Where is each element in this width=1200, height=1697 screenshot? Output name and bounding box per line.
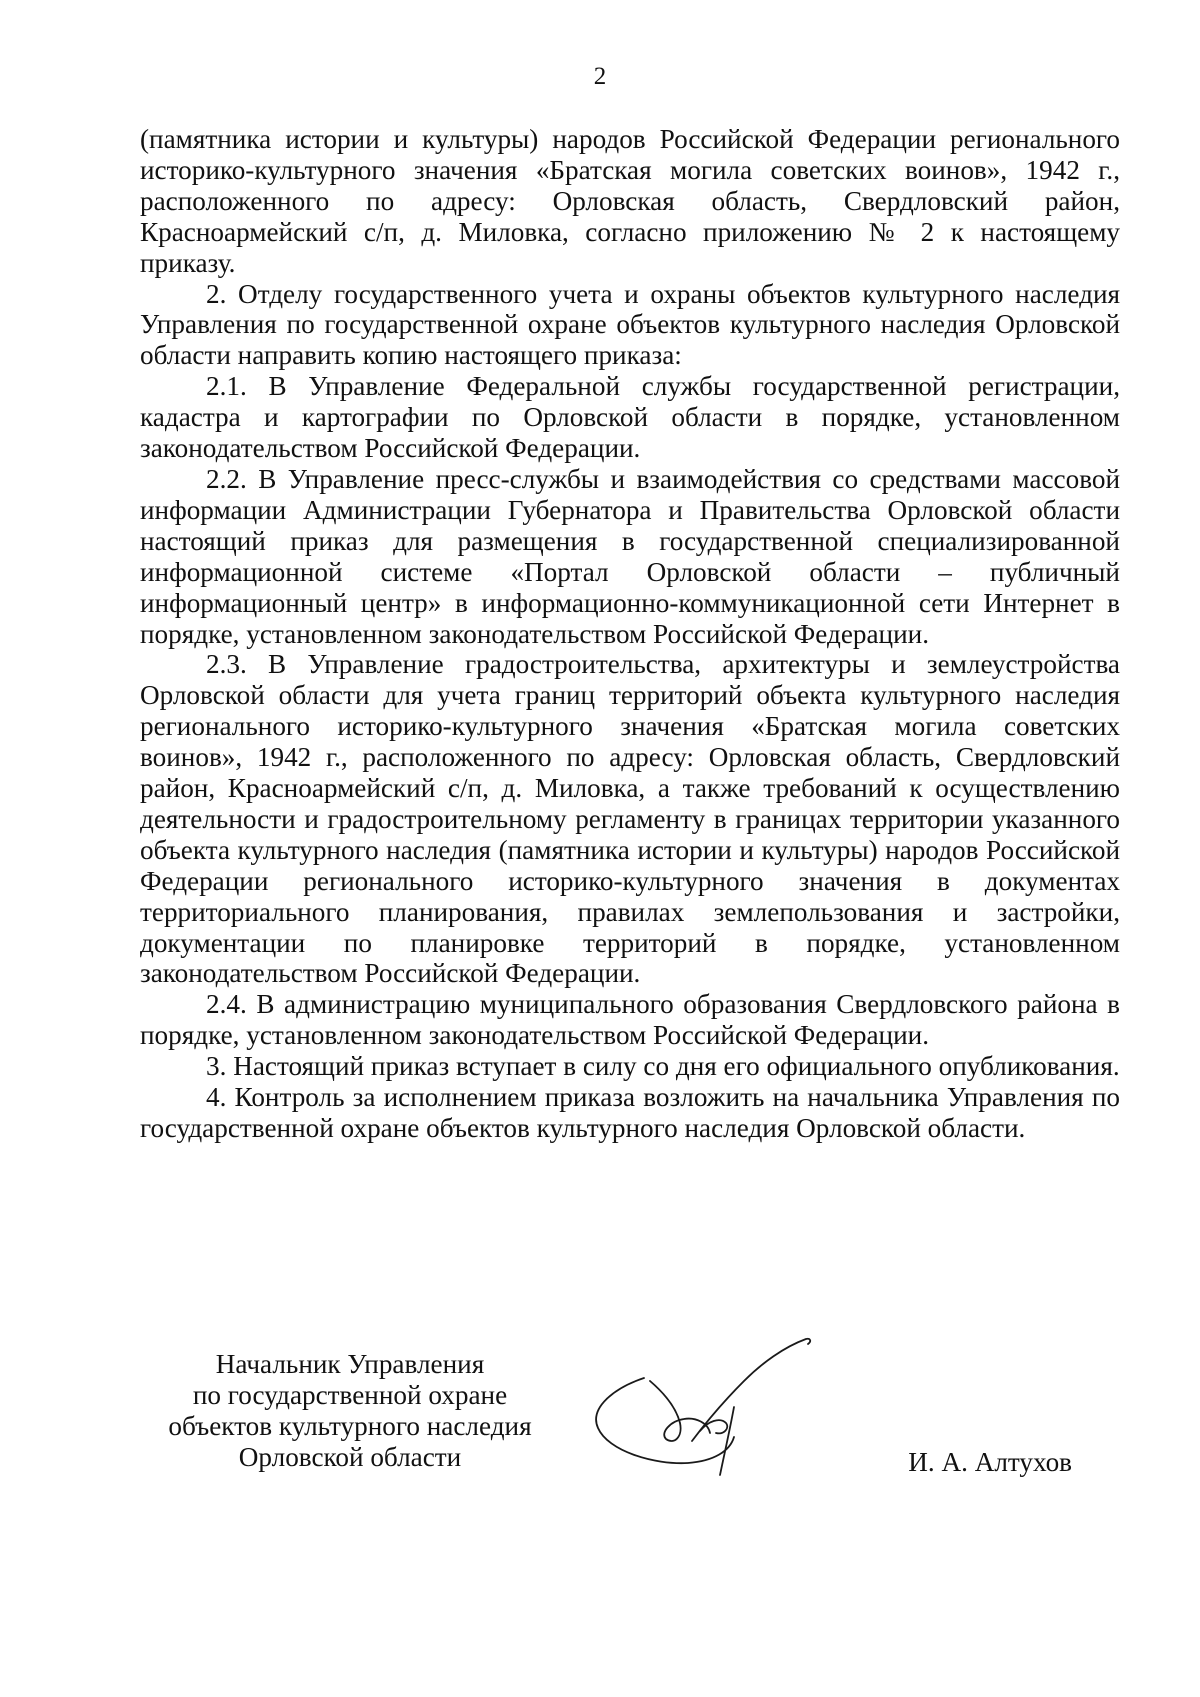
paragraph-2-1: 2.1. В Управление Федеральной службы государственной регистрации, кадастра и картографии по Орловской области в порядке, установленном законодательством Российской Федерации. [140,371,1120,464]
document-body [140,124,1120,1144]
handwritten-signature [584,1333,824,1483]
paragraph-2-2: 2.2. В Управление пресс-службы и взаимодействия со средствами массовой информации Администрации Губернатора и Правительства Орловской области настоящий приказ для размещения в государственной специализированной информационной системе «Портал Орловской области – публичный информационный центр» в информационно-коммуникационной сети Интернет в порядке, установленном законодательством Российской Федерации. [140,463,1120,649]
signatory-title-line: Начальник Управления [215,1349,485,1379]
paragraph-3: 3. Настоящий приказ вступает в силу со дня его официального опубликования. [206,1051,1120,1082]
signatory-name: И. А. Алтухов [908,1447,1072,1477]
signatory-title-line: объектов культурного наследия [168,1411,532,1441]
paragraph-4: 4. Контроль за исполнением приказа возложить на начальника Управления по государственной охране объектов культурного наследия Орловской области. [140,1082,1120,1143]
paragraph-2-3: 2.3. В Управление градостроительства, архитектуры и землеустройства Орловской области для учета границ территорий объекта культурного наследия регионального историко-культурного значения «Братская могила советских воинов», 1942 г., расположенного по адресу: Орловская область, Свердловский район, Красноармейский с/п, д. Миловка, а также требований к осуществлению деятельности и градостроительному регламенту в границах территории указанного объекта культурного наследия (памятника истории и культуры) народов Российской Федерации регионального историко-культурного значения в документах территориального планирования, правилах землепользования и застройки, документации по планировке территорий в порядке, установленном законодательством Российской Федерации. [140,649,1120,989]
paragraph-2-4: 2.4. В администрацию муниципального образования Свердловского района в порядке, установленном законодательством Российской Федерации. [140,989,1120,1051]
page-number: 2 [593,63,607,90]
signature-block [140,1349,1120,1509]
signatory-title-line: Орловской области [238,1442,462,1472]
paragraph-2: 2. Отделу государственного учета и охраны объектов культурного наследия Управления по государственной охране объектов культурного наследия Орловской области направить копию настоящего приказа: [140,278,1120,371]
signatory-title [140,1349,560,1473]
paragraph-continuation: (памятника истории и культуры) народов Российской Федерации регионального историко-культурного значения «Братская могила советских воинов», 1942 г., расположенного по адресу: Орловская область, Свердловский район, Красноармейский с/п, д. Миловка, согласно приложению № 2 к настоящему приказу. [140,124,1120,278]
signatory-title-line: по государственной охране [192,1380,508,1410]
